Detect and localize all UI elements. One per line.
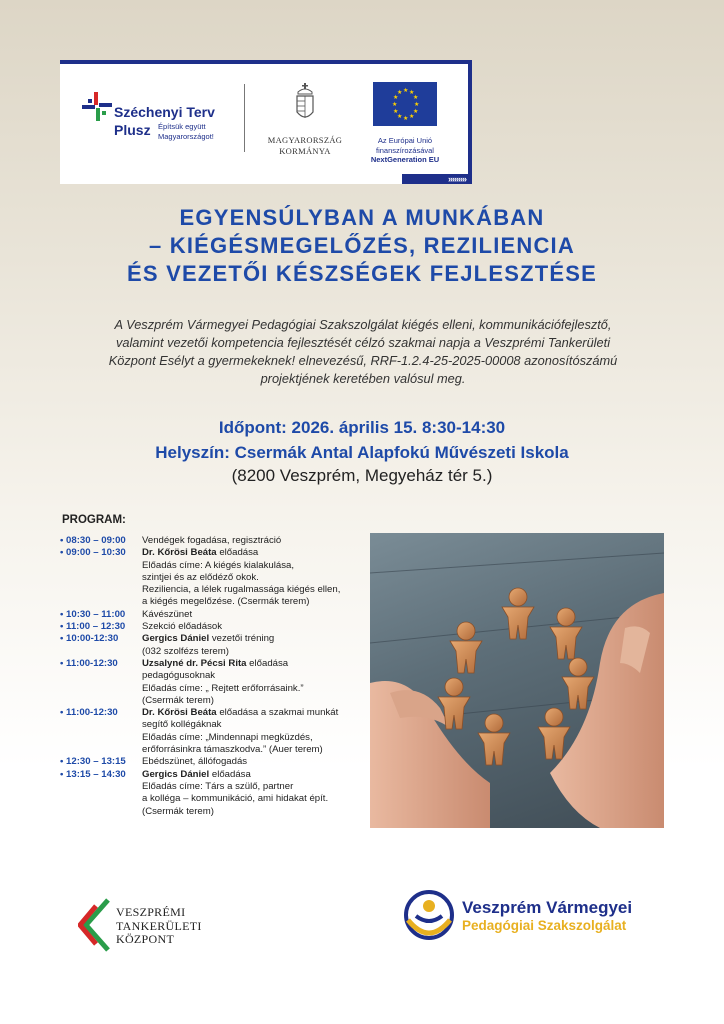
szechenyi-terv-logo [82,88,232,152]
vvm-sub: Pedagógiai Szakszolgálat [462,918,627,933]
program-after: előadása [209,768,251,780]
program-item [60,535,360,547]
program-time: • 11:00-12:30 [60,658,142,707]
title-line3: ÉS VEZETŐI KÉSZSÉGEK FEJLESZTÉSE [127,261,597,286]
program-after: vezetői tréning [209,633,275,645]
eu-line3: NextGeneration EU [370,155,440,164]
vtk-chevron-icon [78,898,112,952]
program-speaker: Dr. Kőrösi Beáta [142,707,217,719]
title-line2: – KIÉGÉSMEGELŐZÉS, REZILIENCIA [149,233,575,258]
hungarian-government-logo [250,82,360,157]
program-line: a kiégés megelőzése. (Csermák terem) [142,596,310,608]
veszprem-varmegyei-logo [404,890,674,950]
program-desc [142,769,360,818]
program-line: Reziliencia, a lélek rugalmassága kiégés ellen, [142,584,341,596]
program-list [60,535,360,818]
program-item [60,658,360,707]
szechenyi-slogan-2: Magyarországot! [158,132,214,141]
program-time: • 13:15 – 14:30 [60,769,142,818]
program-time: • 10:00-12:30 [60,633,142,658]
veszpremi-tankeruleti-kozpont-logo [78,898,228,954]
program-time: • 08:30 – 09:00 [60,535,142,547]
program-time: • 11:00-12:30 [60,707,142,756]
banner-accent-bar [402,174,472,184]
vtk-line1: VESZPRÉMI [116,905,186,919]
program-item [60,547,360,608]
eu-line1: Az Európai Unió [377,136,433,145]
program-line: szintjei és az elődéző okok. [142,571,259,583]
svg-text:★: ★ [393,94,399,101]
event-time: Időpont: 2026. április 15. 8:30-14:30 [218,418,506,437]
vtk-line3: KÖZPONT [116,932,175,946]
intro-line1: A Veszprém Vármegyei Pedagógiai Szakszolgálat kiégés elleni, kommunikációfejlesztő, [114,317,612,332]
gov-line2: KORMÁNYA [279,146,331,156]
event-address: (8200 Veszprém, Megyeház tér 5.) [231,466,493,485]
svg-text:★: ★ [393,108,399,115]
intro-line2: valamint vezetői kompetencia fejlesztését célzó szakmai napja a Veszprémi Tankerületi [115,335,611,350]
svg-text:★: ★ [409,113,415,120]
svg-text:★: ★ [392,101,398,108]
program-item [60,769,360,818]
program-line: pedagógusoknak [142,670,216,682]
svg-text:★: ★ [413,94,419,101]
eu-logo [362,82,448,165]
program-text: Vendégek fogadása, regisztráció [142,535,282,546]
eu-flag-icon [373,82,437,126]
program-time: • 10:30 – 11:00 [60,609,142,621]
program-heading: PROGRAM: [62,514,126,526]
program-speaker: Dr. Kőrösi Beáta [142,547,217,559]
program-desc [142,658,360,707]
svg-text:★: ★ [403,115,409,122]
svg-text:★: ★ [413,108,419,115]
szechenyi-slogan-1: Építsük együtt [158,122,206,131]
program-time: • 11:00 – 12:30 [60,621,142,633]
program-line: Előadás címe: „ Rejtett erőforrásaink.” [142,682,304,694]
logo-banner [60,60,472,184]
program-time: • 12:30 – 13:15 [60,756,142,768]
vvm-name: Veszprém Vármegyei [462,898,633,917]
svg-text:★: ★ [397,89,403,96]
program-item [60,633,360,658]
program-item [60,756,360,768]
vvm-person-icon [404,890,454,940]
event-title [0,204,724,288]
photo-illustration [370,533,664,828]
title-line1: EGYENSÚLYBAN A MUNKÁBAN [179,205,545,230]
program-line: Előadás címe: A kiégés kialakulása, [142,559,294,571]
program-desc [142,633,360,658]
program-text: Kávészünet [142,608,193,620]
program-line: Előadás címe: Társ a szülő, partner [142,780,294,792]
program-after: előadása [246,657,289,669]
logo-divider [244,84,245,152]
program-line: (032 szolfézs terem) [142,645,229,657]
hands-wooden-figures-photo [370,533,664,828]
program-speaker: Gergics Dániel [142,768,210,780]
program-text: Ebédszünet, állófogadás [142,756,248,768]
program-time: • 09:00 – 10:30 [60,547,142,608]
program-line: (Csermák terem) [142,805,214,817]
svg-text:★: ★ [414,101,420,108]
program-line: a kolléga – kommunikáció, ami hidakat épít. [142,793,329,805]
vtk-text [116,906,202,947]
intro-line4: projektjének keretében valósul meg. [260,371,466,386]
program-item [60,609,360,621]
intro-line3: Központ Esélyt a gyermekeknek! elnevezésű, RRF-1.2.4-25-2025-00008 azonosítószámú [108,353,618,368]
szechenyi-cross-icon [82,92,112,122]
gov-line1: MAGYARORSZÁG [267,135,343,145]
program-after: előadása [216,547,259,559]
program-after: előadása a szakmai munkát [216,707,339,719]
vtk-line2: TANKERÜLETI [116,918,202,933]
program-item [60,707,360,756]
program-item [60,621,360,633]
szechenyi-title: Széchenyi Terv [114,104,215,120]
program-text: Szekció előadások [142,621,222,633]
svg-text:★: ★ [409,89,415,96]
chevron-decor-icon: ››››››››› [448,174,466,184]
event-place: Helyszín: Csermák Antal Alapfokú Művészeti Iskola [155,443,569,462]
svg-text:★: ★ [403,87,409,94]
program-line: (Csermák terem) [142,694,214,706]
program-desc [142,547,360,608]
program-line: Előadás címe: „Mindennapi megküzdés, [142,731,313,743]
svg-text:★: ★ [397,113,403,120]
hungary-crest-icon [294,82,316,124]
szechenyi-slogan [158,122,214,142]
eu-text [362,136,448,165]
intro-paragraph [66,316,660,388]
program-desc [142,707,360,756]
program-speaker: Gergics Dániel [142,633,210,645]
eu-line2: finanszírozásával [376,145,434,155]
program-line: segítő kollégáknak [142,719,222,731]
government-text [250,135,360,157]
program-speaker: Uzsalyné dr. Pécsi Rita [142,657,247,669]
szechenyi-plus: Plusz [114,122,151,138]
program-line: erőforrásinkra támaszkodva.” (Auer terem) [142,744,323,756]
